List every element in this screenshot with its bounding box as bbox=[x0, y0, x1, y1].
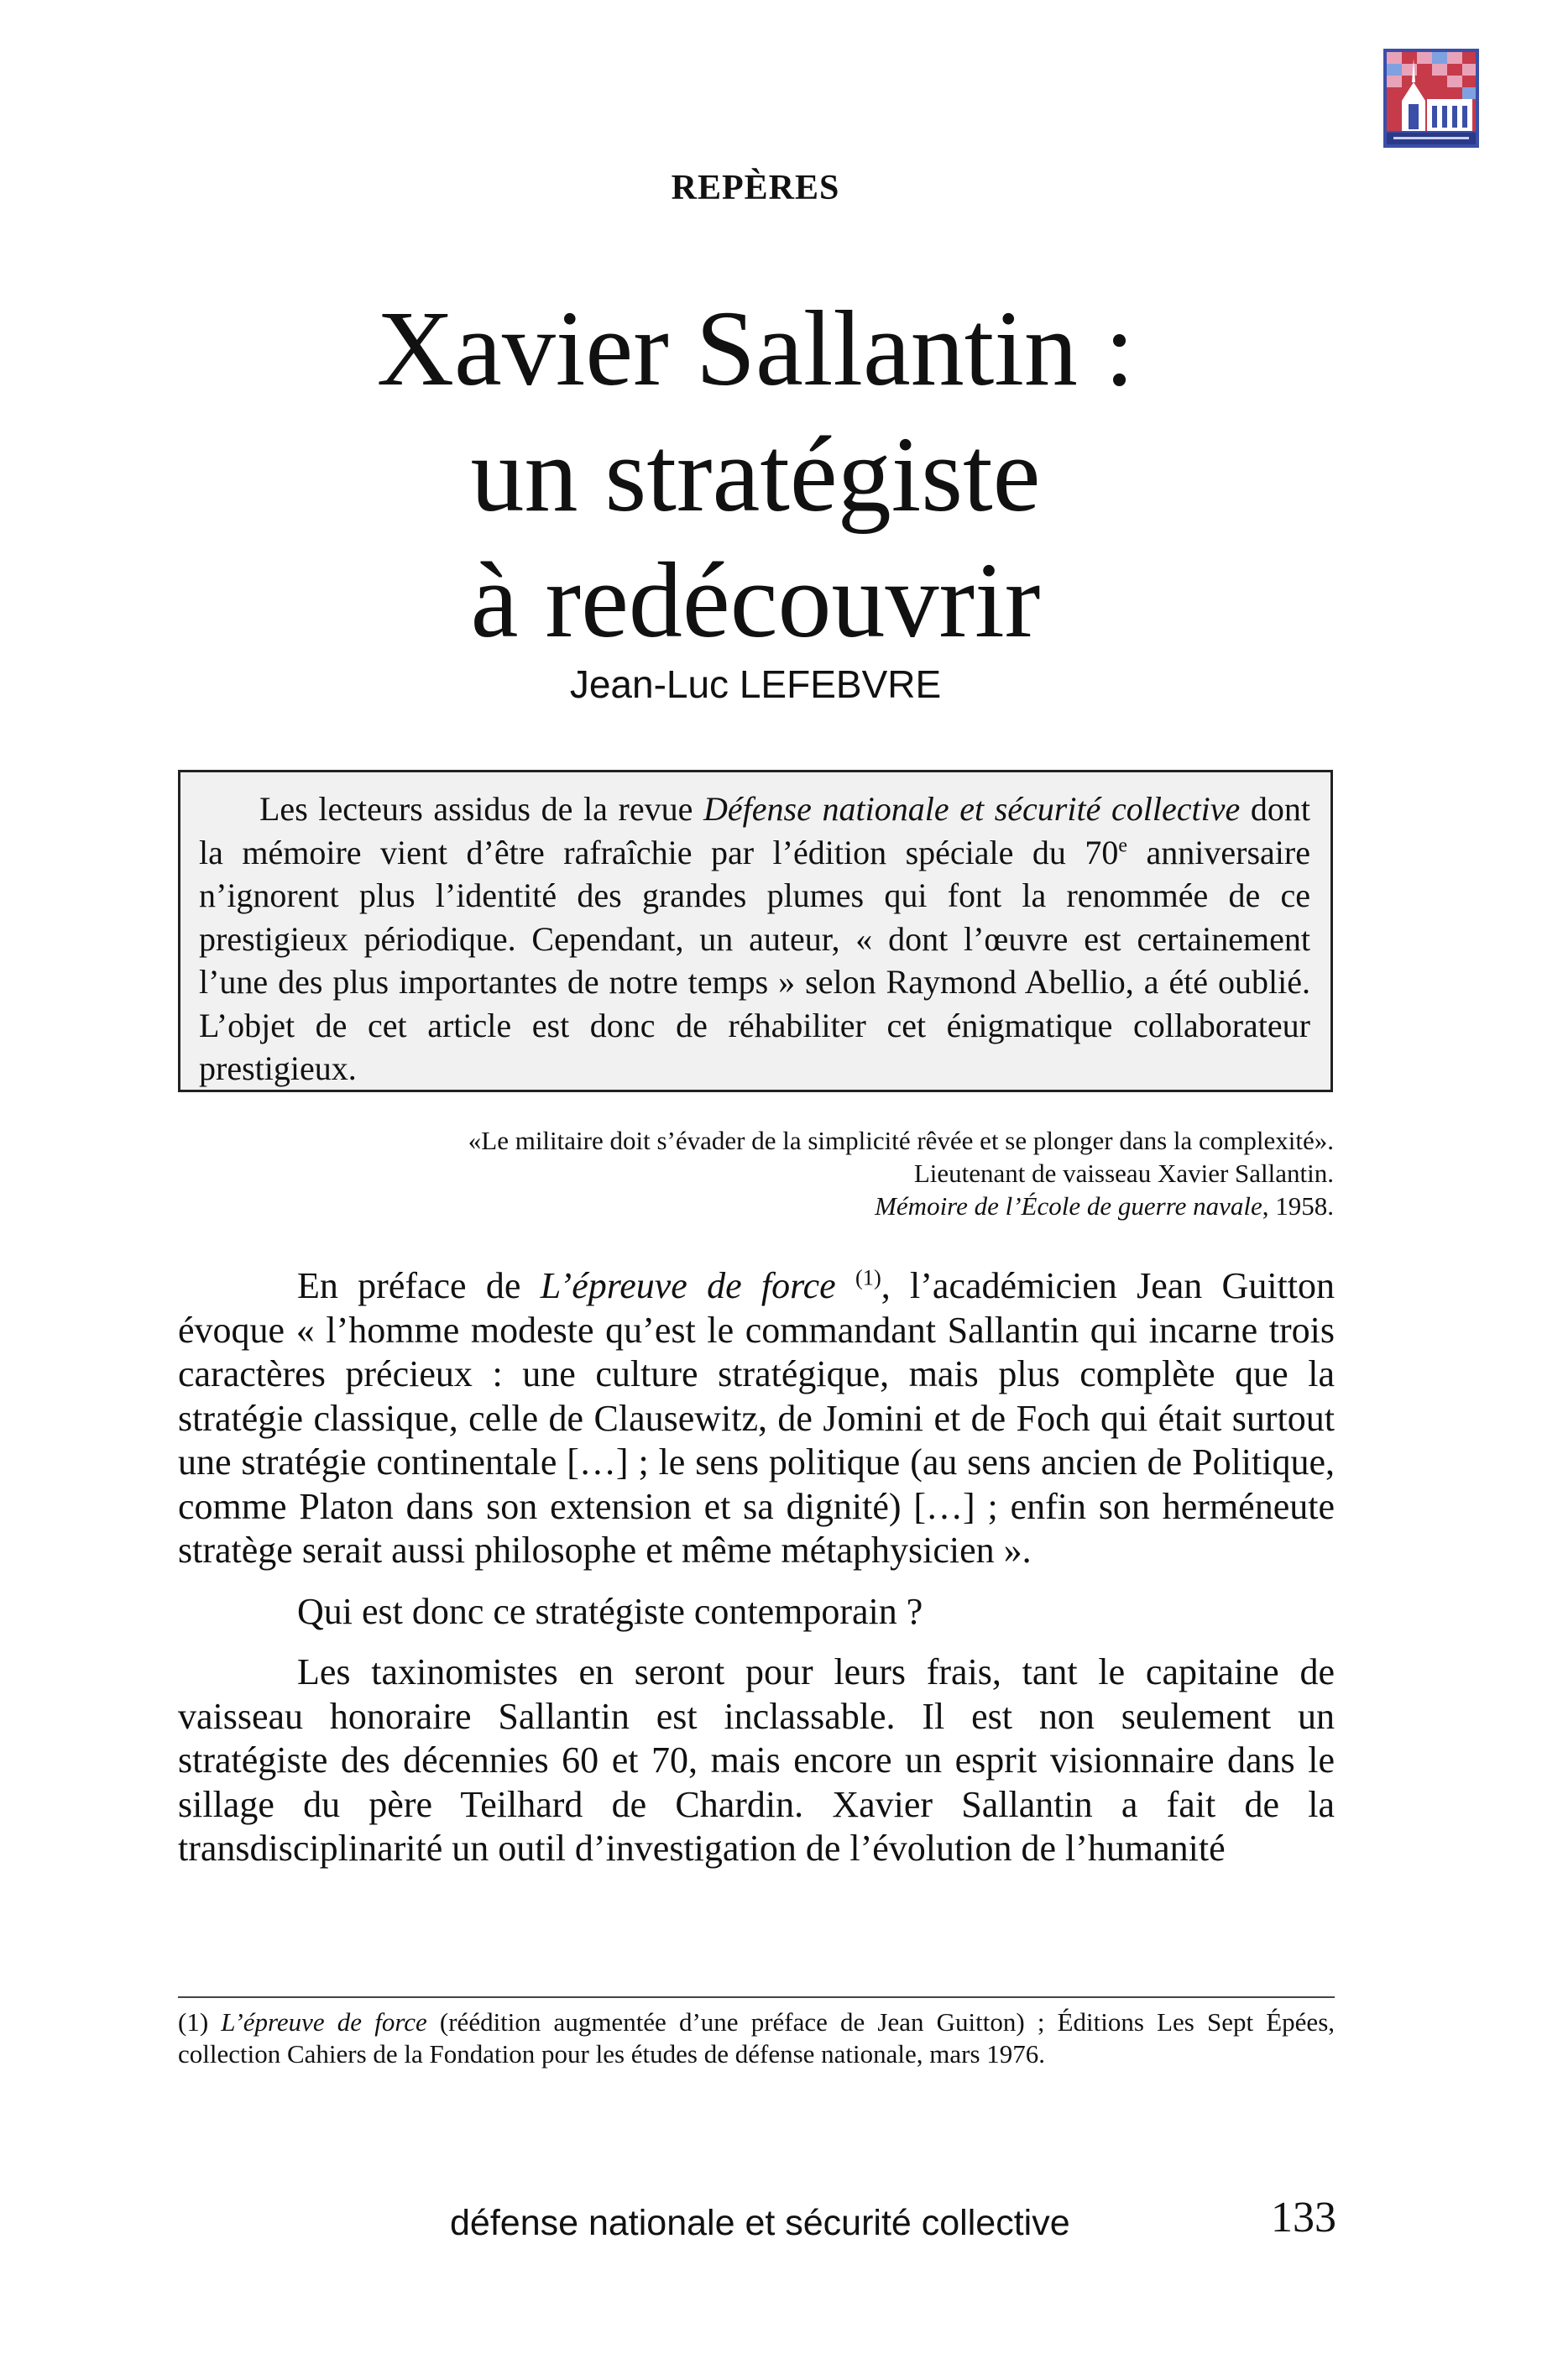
footer-journal-name: défense nationale et sécurité collective bbox=[450, 2203, 1070, 2243]
epigraph-quote: «Le militaire doit s’évader de la simplicité rêvée et se plonger dans la complexité». bbox=[468, 1126, 1334, 1155]
abstract-text bbox=[199, 787, 1310, 1091]
paragraph: Les taxinomistes en seront pour leurs frais, tant le capitaine de vaisseau honoraire Sallantin est inclassable. Il est non seulement un stratégiste des décennies 60 et 70, mais encore un esprit visionnaire dans le sillage du père Teilhard de Chardin. Xavier Sallantin a fait de la transdisciplinarité un outil d’investigation de l’évolution de l’humanité bbox=[178, 1651, 1335, 1869]
abstract-box bbox=[178, 770, 1333, 1092]
paragraph: Qui est donc ce stratégiste contemporain ? bbox=[297, 1590, 923, 1632]
paragraph-text: En préface de bbox=[297, 1265, 541, 1306]
footnote-divider bbox=[178, 1996, 1335, 1998]
footnote-text: (réédition augmentée d’une préface de Jean Guitton) ; Éditions Les Sept Épées, collection Cahiers de la Fondation pour les études de défense nationale, mars 1976. bbox=[178, 2007, 1336, 2069]
abstract-text-part: anniversaire n’ignorent plus l’identité des grandes plumes qui font la renommée de ce prestigieux périodique. Cependant, un auteur, « dont l’œuvre est certainement l’une des plus importantes de notre temps » selon Raymond Abellio, a été oublié. L’objet de cet article est donc de réhabiliter cet énigmatique collaborateur prestigieux. bbox=[199, 833, 1310, 1087]
footnote-book-title: L’épreuve de force bbox=[221, 2007, 427, 2037]
page-number: 133 bbox=[1271, 2194, 1336, 2241]
title-line: à redécouvrir bbox=[470, 541, 1041, 660]
article-author: Jean-Luc LEFEBVRE bbox=[569, 662, 942, 706]
epigraph-source bbox=[468, 1190, 1334, 1222]
article-title bbox=[168, 285, 1343, 663]
epigraph bbox=[468, 1124, 1334, 1222]
footnote bbox=[178, 2006, 1335, 2070]
epigraph-attribution: Lieutenant de vaisseau Xavier Sallantin. bbox=[913, 1159, 1334, 1188]
article-body bbox=[178, 1264, 1335, 1888]
footnote-reference[interactable]: (1) bbox=[855, 1264, 881, 1290]
epigraph-source-year: , 1958. bbox=[1262, 1191, 1334, 1221]
title-line: Xavier Sallantin : bbox=[376, 289, 1135, 408]
paragraph-text: , l’académicien Jean Guitton évoque « l’homme modeste qu’est le commandant Sallantin qui incarne trois caractères précieux : une culture stratégique, mais plus complète que la stratégie classique, celle de Clausewitz, de Jomini et de Foch qui était surtout une stratégie continentale […] ; le sens politique (au sens ancien de Politique, comme Platon dans son extension et sa dignité) […] ; enfin son herméneute stratège serait aussi philosophe et même métaphysicien ». bbox=[178, 1265, 1335, 1571]
book-title: L’épreuve de force bbox=[540, 1265, 836, 1306]
footnote-number: (1) bbox=[178, 2007, 222, 2037]
epigraph-source-title: Mémoire de l’École de guerre navale bbox=[875, 1191, 1262, 1221]
journal-name: Défense nationale et sécurité collective bbox=[703, 790, 1241, 828]
section-heading: REPÈRES bbox=[671, 169, 840, 207]
abstract-text-part: dont la mémoire vient d’être rafraîchie par l’édition spéciale du 70 bbox=[199, 790, 1310, 871]
title-line: un stratégiste bbox=[470, 415, 1041, 534]
abstract-text-part: Les lecteurs assidus de la revue bbox=[259, 790, 704, 828]
ordinal-suffix: e bbox=[1118, 834, 1128, 857]
institution-logo-icon bbox=[1383, 49, 1479, 148]
paragraph bbox=[178, 1264, 1335, 1573]
